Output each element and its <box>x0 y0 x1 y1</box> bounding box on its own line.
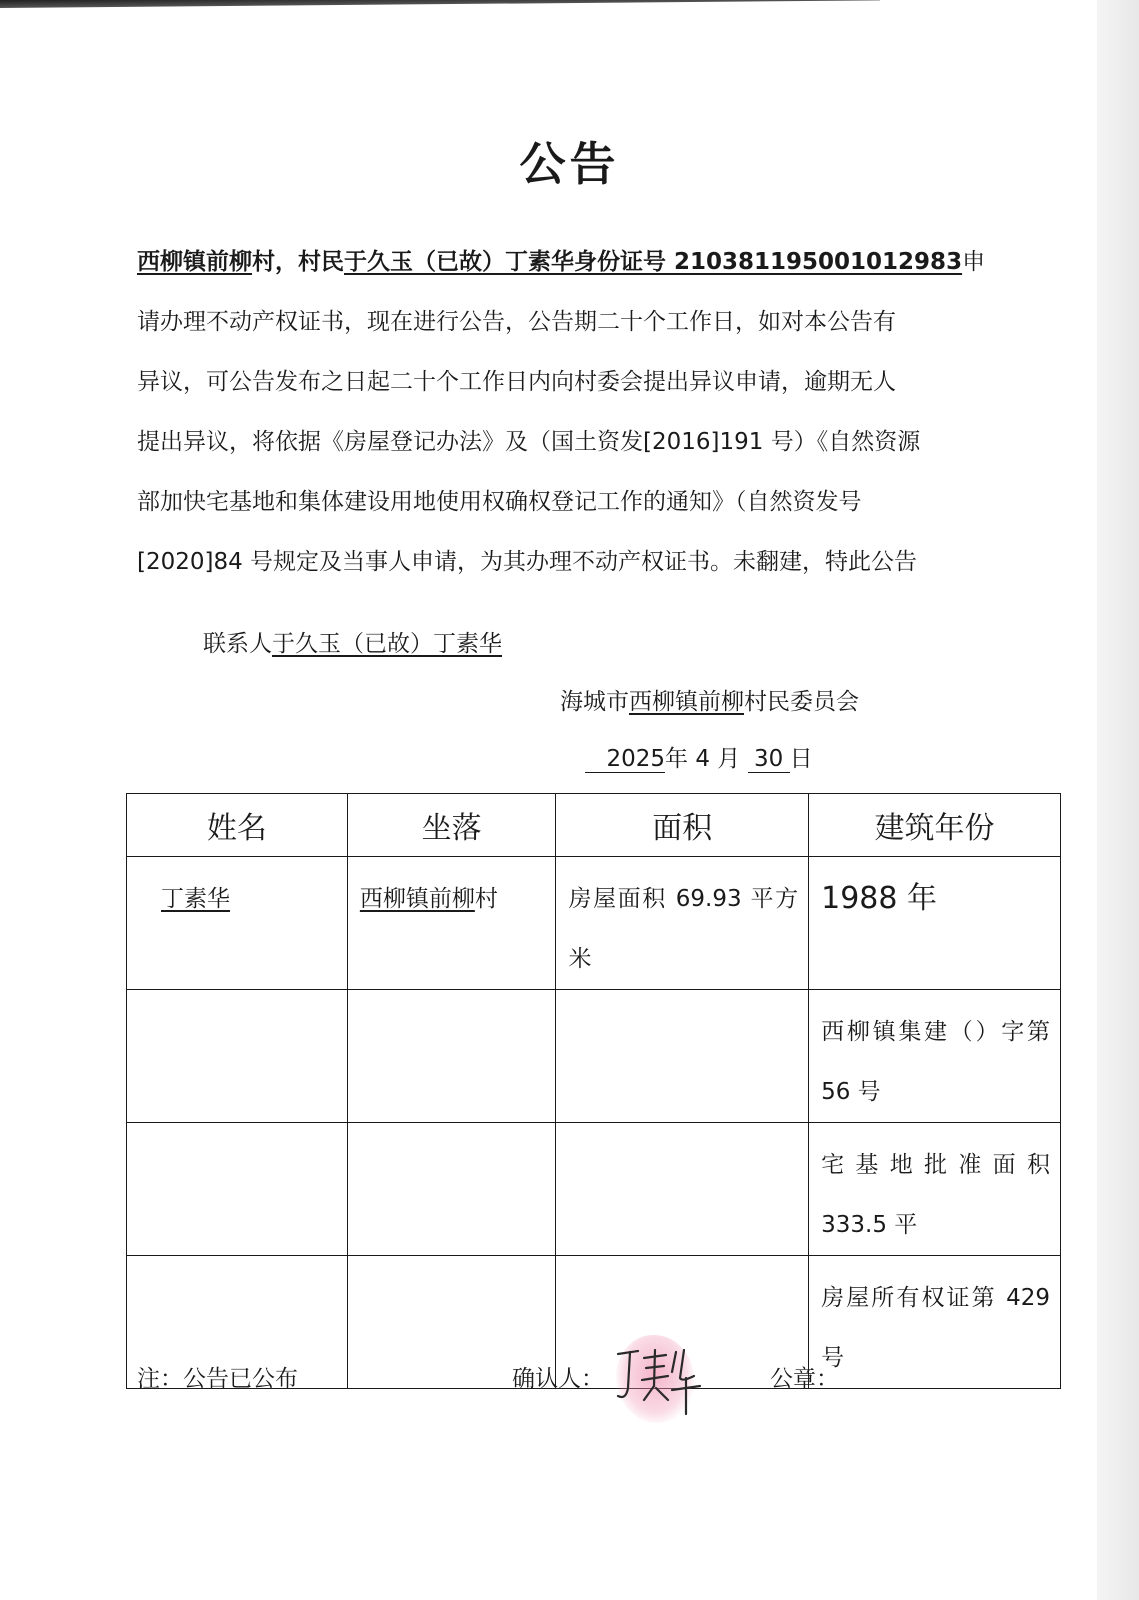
committee-name <box>560 683 859 716</box>
seal-label: 公章： <box>770 1366 839 1392</box>
body-line-6: [2020]84 号规定及当事人申请，为其办理不动产权证书。未翻建，特此公告 <box>137 549 918 575</box>
footer-note: 注：公告已公布 <box>137 1366 298 1392</box>
date-day-unit: 日 <box>789 746 813 772</box>
table-header-row <box>127 794 1061 857</box>
table-row <box>127 1123 1061 1256</box>
notice-date <box>585 740 813 773</box>
date-day: 30 <box>748 746 790 773</box>
header-build-year: 建筑年份 <box>809 794 1061 857</box>
body-line-2: 请办理不动产权证书，现在进行公告，公告期二十个工作日，如对本公告有 <box>137 309 896 335</box>
cell-name <box>127 1123 348 1256</box>
location-suffix: 村 <box>474 886 498 912</box>
property-table <box>126 793 1061 1389</box>
applicant-info: 于久玉（已故）丁素华身份证号 210381195001012983 <box>344 249 963 275</box>
village-name: 西柳镇前柳 <box>137 249 252 275</box>
header-location: 坐落 <box>347 794 556 857</box>
handwritten-signature <box>614 1338 704 1418</box>
notice-body <box>137 232 1037 592</box>
cell-name <box>127 857 348 990</box>
date-month: 4 <box>695 746 710 772</box>
table-row <box>127 990 1061 1123</box>
date-year-unit: 年 <box>665 746 688 772</box>
body-line-1 <box>137 232 1037 292</box>
body-line-4: 提出异议，将依据《房屋登记办法》及（国土资发[2016]191 号）《自然资源 <box>137 429 921 455</box>
cell-area: 房屋面积 69.93 平方米 <box>556 857 809 990</box>
cell-ownership-cert: 房屋所有权证第 429 号 <box>809 1256 1061 1389</box>
location-village: 西柳镇前柳 <box>359 886 475 912</box>
body-text-a: 村，村民 <box>252 249 344 275</box>
body-line-3: 异议，可公告发布之日起二十个工作日内向村委会提出异议申请，逾期无人 <box>137 369 896 395</box>
header-name: 姓名 <box>127 794 348 857</box>
cell-build-year: 1988 年 <box>809 857 1061 990</box>
table-row <box>127 857 1061 990</box>
cell-land-permit: 西柳镇集建（）字第 56 号 <box>809 990 1061 1123</box>
body-text-b: 申 <box>962 249 986 275</box>
contact-value: 于久玉（已故）丁素华 <box>272 631 502 657</box>
committee-prefix: 海城市 <box>560 689 629 715</box>
body-line-5: 部加快宅基地和集体建设用地使用权确权登记工作的通知》（自然资发号 <box>137 489 862 515</box>
header-area: 面积 <box>556 794 809 857</box>
scan-edge-top <box>0 0 880 8</box>
date-year: 2025 <box>585 746 665 773</box>
cell-approved-area: 宅基地批准面积 333.5 平 <box>809 1123 1061 1256</box>
contact-person <box>203 625 502 658</box>
committee-suffix: 村民委员会 <box>744 689 859 715</box>
page-title: 公告 <box>519 137 620 191</box>
cell-location <box>347 990 556 1123</box>
committee-village: 西柳镇前柳 <box>629 689 744 715</box>
contact-label: 联系人 <box>203 631 272 657</box>
date-month-unit: 月 <box>717 746 741 772</box>
owner-name: 丁素华 <box>161 886 230 912</box>
confirm-label: 确认人： <box>512 1366 604 1392</box>
cell-location <box>347 1123 556 1256</box>
scan-edge-right <box>1097 0 1139 1600</box>
cell-name <box>127 990 348 1123</box>
cell-location <box>347 857 556 990</box>
cell-area <box>556 1123 809 1256</box>
cell-area <box>556 990 809 1123</box>
